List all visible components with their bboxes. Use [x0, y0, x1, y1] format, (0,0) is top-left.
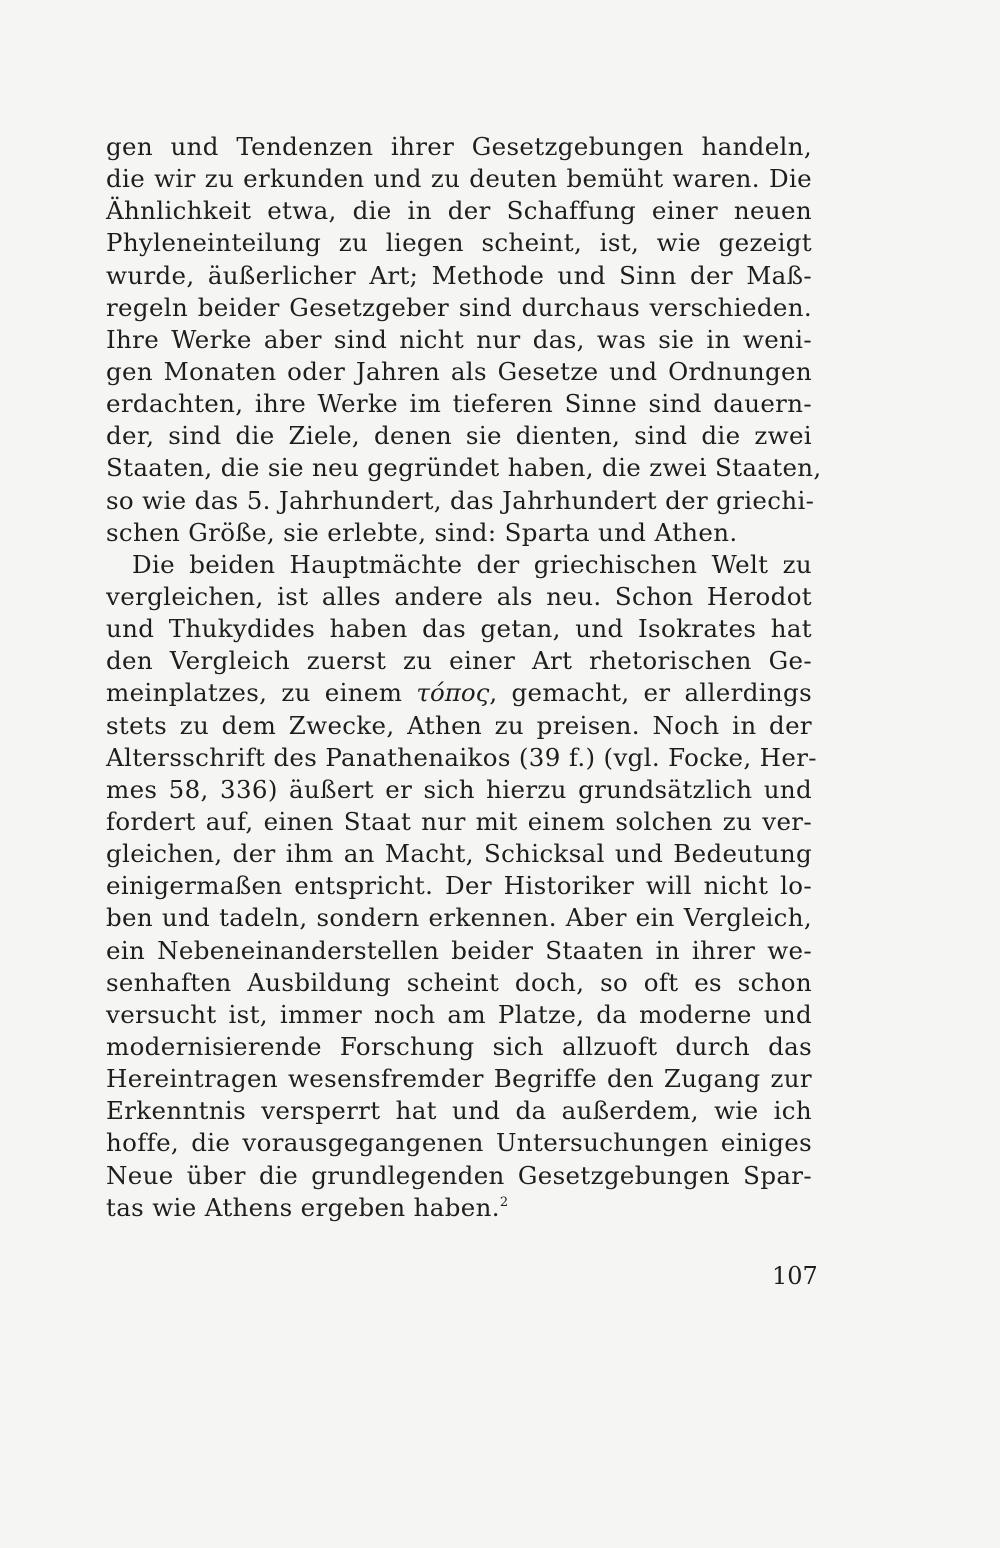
text-segment: tas wie Athens ergeben haben.: [106, 1192, 500, 1222]
text-line: senhaften Ausbildung scheint doch, so oft es schon: [106, 967, 812, 997]
text-line: gen und Tendenzen ihrer Gesetzgebungen handeln,: [106, 132, 812, 161]
text-line: die wir zu erkunden und zu deuten bemüht waren. Die: [106, 164, 812, 194]
text-line: der, sind die Ziele, denen sie dienten, sind die zwei: [106, 421, 812, 451]
text-line: stets zu dem Zwecke, Athen zu preisen. Noch in der: [106, 710, 812, 740]
text-line: Erkenntnis versperrt hat und da außerdem, wie ich: [106, 1096, 812, 1126]
text-line: versucht ist, immer noch am Platze, da moderne und: [106, 999, 812, 1029]
text-line: gleichen, der ihm an Macht, Schicksal und Bedeutung: [106, 839, 812, 869]
text-line: mes 58, 336) äußert er sich hierzu grundsätzlich und: [106, 774, 812, 804]
text-line: ben und tadeln, sondern erkennen. Aber ein Vergleich,: [106, 903, 812, 933]
text-segment: , gemacht, er allerdings: [489, 678, 812, 708]
text-line: erdachten, ihre Werke im tieferen Sinne sind dauern-: [106, 389, 812, 419]
text-line: Ihre Werke aber sind nicht nur das, was sie in weni-: [106, 324, 812, 354]
text-line: modernisierende Forschung sich allzuoft durch das: [106, 1031, 812, 1061]
text-line: Ähnlichkeit etwa, die in der Schaffung einer neuen: [106, 196, 812, 226]
text-line: so wie das 5. Jahrhundert, das Jahrhundert der griechi-: [106, 485, 815, 515]
text-segment: meinplatzes, zu einem: [106, 678, 417, 708]
text-line: Staaten, die sie neu gegründet haben, die zwei Staaten,: [106, 453, 822, 483]
text-line: den Vergleich zuerst zu einer Art rhetorischen Ge-: [106, 646, 812, 676]
text-line: wurde, äußerlicher Art; Methode und Sinn der Maß-: [106, 260, 812, 290]
text-line: gen Monaten oder Jahren als Gesetze und Ordnungen: [106, 356, 812, 386]
text-line: [106, 1192, 812, 1224]
text-line: Hereintragen wesensfremder Begriffe den Zugang zur: [106, 1064, 812, 1094]
text-line: Phyleneinteilung zu liegen scheint, ist, wie gezeigt: [106, 228, 812, 258]
page-number: 107: [772, 1262, 818, 1290]
text-line: regeln beider Gesetzgeber sind durchaus verschieden.: [106, 292, 812, 322]
footnote-marker: 2: [499, 1194, 509, 1210]
text-line: einigermaßen entspricht. Der Historiker will nicht lo-: [106, 871, 812, 901]
text-line: ein Nebeneinanderstellen beider Staaten in ihrer we-: [106, 935, 812, 965]
text-line: Altersschrift des Panathenaikos (39 f.) (vgl. Focke, Her-: [106, 742, 817, 772]
greek-word: τόπος: [416, 678, 490, 708]
text-line: hoffe, die vorausgegangenen Untersuchungen einiges: [106, 1128, 812, 1158]
text-line: Die beiden Hauptmächte der griechischen Welt zu: [132, 549, 812, 579]
body-text: [106, 131, 822, 1224]
text-line: und Thukydides haben das getan, und Isokrates hat: [106, 614, 812, 644]
text-line: Neue über die grundlegenden Gesetzgebungen Spar-: [106, 1160, 812, 1190]
text-line: fordert auf, einen Staat nur mit einem solchen zu ver-: [106, 806, 812, 836]
text-line: vergleichen, ist alles andere als neu. Schon Herodot: [106, 581, 812, 611]
text-line: schen Größe, sie erlebte, sind: Sparta und Athen.: [106, 517, 738, 547]
text-line: [106, 677, 812, 709]
